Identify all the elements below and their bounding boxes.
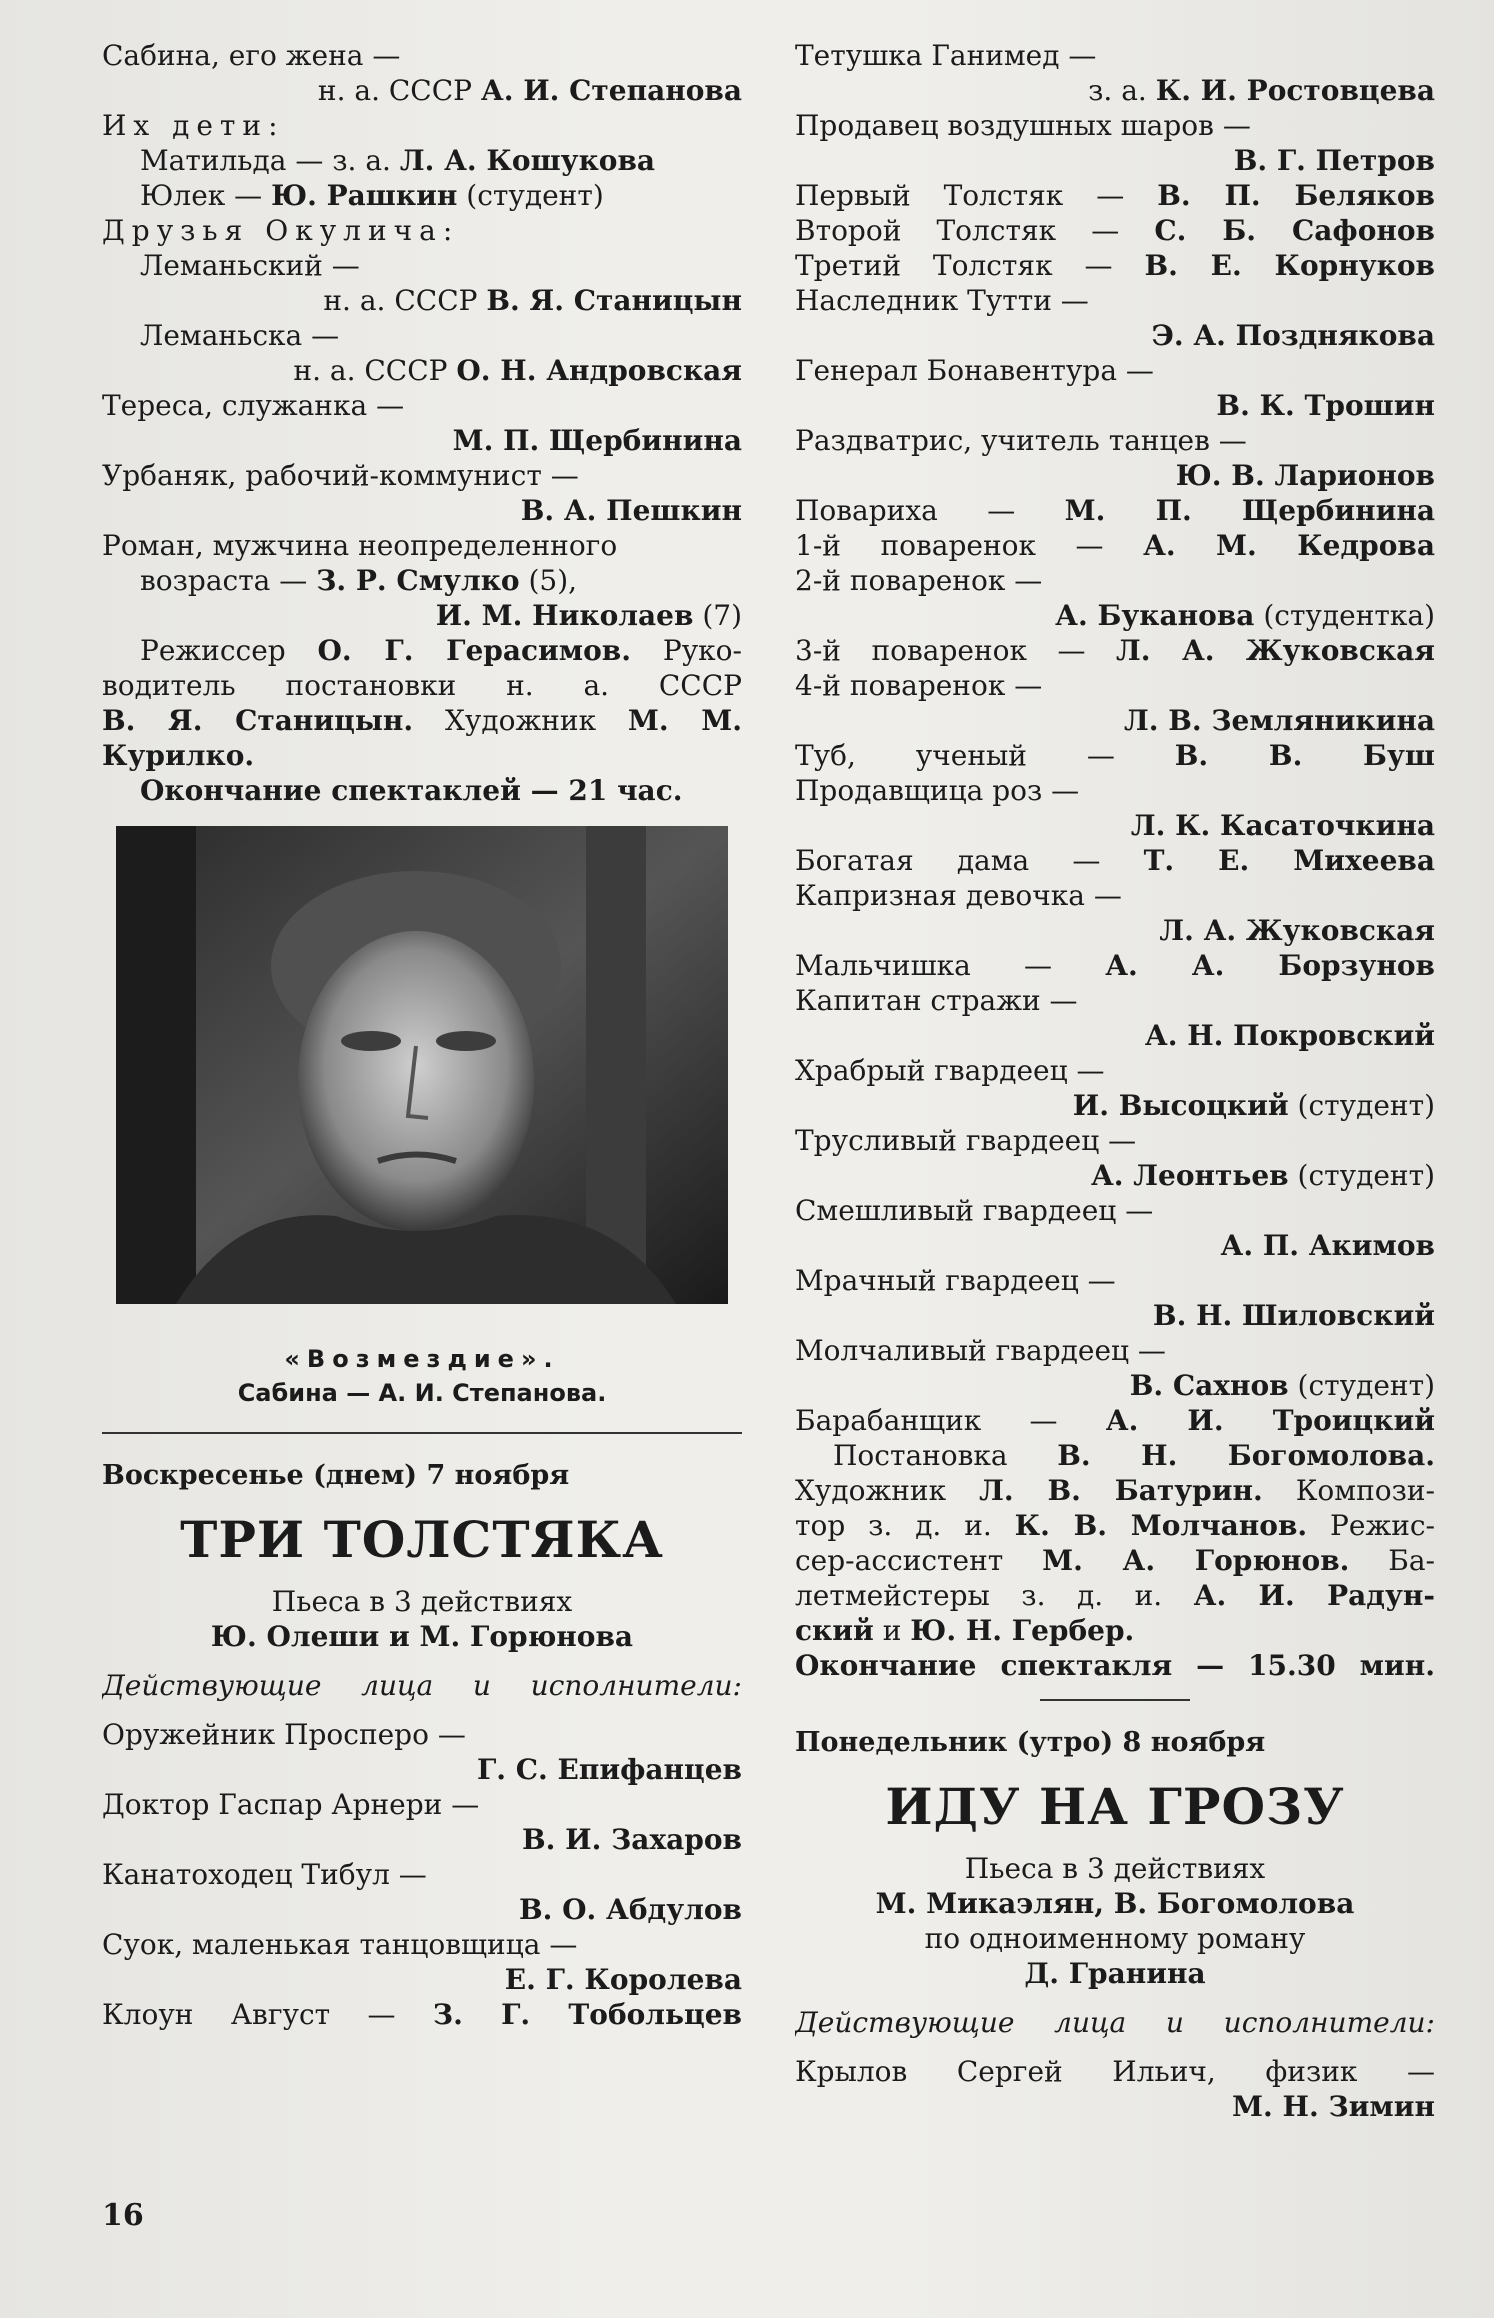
cast-line	[795, 528, 1435, 563]
role-text: летмейстеры з. д. и.	[795, 1579, 1194, 1612]
performer-name: О. Н. Андровская	[456, 354, 742, 387]
role-text: Первый Толстяк —	[795, 179, 1158, 212]
role-text: н. а. СССР	[293, 354, 457, 387]
caption-role: Сабина — А. И. Степанова.	[237, 1379, 607, 1407]
cast-line	[102, 248, 742, 283]
role-text: Барабанщик —	[795, 1404, 1106, 1437]
cast-line	[102, 38, 742, 73]
performer-name: И. Высоцкий	[1072, 1089, 1289, 1122]
role-text: (5),	[519, 564, 578, 597]
role-text: Сабина, его жена —	[102, 39, 401, 72]
role-text: тор з. д. и.	[795, 1509, 1015, 1542]
role-text: Храбрый гвардеец —	[795, 1054, 1105, 1087]
role-text: возраста —	[140, 564, 317, 597]
cast-line	[795, 1648, 1435, 1683]
performer-name: Е. Г. Королева	[504, 1963, 742, 1996]
left-column	[102, 38, 742, 2032]
role-text: Режис-	[1307, 1509, 1435, 1542]
actress-portrait-image	[116, 826, 728, 1304]
role-text: Их дети:	[102, 109, 285, 142]
performer-name: В. В. Буш	[1174, 739, 1435, 772]
cast-line	[795, 1368, 1435, 1403]
role-text: (студент)	[1288, 1159, 1435, 1192]
performer-name: Л. К. Касаточкина	[1130, 809, 1435, 842]
cast-line	[795, 248, 1435, 283]
cast-line	[795, 353, 1435, 388]
role-text: Художник	[795, 1474, 980, 1507]
performer-name: В. А. Пешкин	[520, 494, 742, 527]
show-date: Воскресенье (днем) 7 ноября	[102, 1460, 570, 1491]
performer-name: К. И. Ростовцева	[1155, 74, 1435, 107]
performer-name: А. А. Борзунов	[1105, 949, 1435, 982]
cast-line	[102, 1752, 742, 1787]
role-text: Второй Толстяк —	[795, 214, 1155, 247]
cast-line	[102, 318, 742, 353]
caption-play-title: «Возмездие».	[284, 1345, 560, 1373]
role-text: Продавщица роз —	[795, 774, 1080, 807]
section-divider-short	[1040, 1699, 1190, 1701]
cast-line	[102, 1787, 742, 1822]
cast-line	[795, 458, 1435, 493]
performer-name: Л. В. Батурин.	[979, 1474, 1263, 1507]
role-text: Капризная девочка —	[795, 879, 1122, 912]
cast-line	[102, 1962, 742, 1997]
performer-name: Г. С. Епифанцев	[476, 1753, 742, 1786]
tri-tolstyaka-cast-list-continued	[795, 38, 1435, 1683]
performer-name: М. П. Щербинина	[452, 424, 742, 457]
cast-line	[795, 1508, 1435, 1543]
performer-name: В. К. Трошин	[1216, 389, 1435, 422]
role-text: 1-й поваренок —	[795, 529, 1144, 562]
cast-line	[795, 668, 1435, 703]
play-authors	[795, 1886, 1435, 1921]
cast-line	[795, 283, 1435, 318]
tri-tolstyaka-cast-list	[102, 1717, 742, 2032]
performer-name: В. Г. Петров	[1233, 144, 1435, 177]
cast-line	[102, 528, 742, 563]
role-text: Крылов Сергей Ильич, физик —	[795, 2055, 1435, 2088]
role-text: Продавец воздушных шаров —	[795, 109, 1251, 142]
performer-name: А. М. Кедрова	[1143, 529, 1435, 562]
role-text: Повариха —	[795, 494, 1065, 527]
cast-line	[795, 493, 1435, 528]
role-text: 3-й поваренок —	[795, 634, 1117, 667]
cast-line	[795, 1263, 1435, 1298]
performer-name: Л. А. Жуковская	[1116, 634, 1435, 667]
role-text: Художник	[413, 704, 628, 737]
performer-name: Ю. Рашкин	[271, 179, 458, 212]
play-info: Пьеса в 3 действиях	[271, 1585, 573, 1618]
role-text: (студент)	[457, 179, 604, 212]
cast-line	[795, 1123, 1435, 1158]
cast-line	[795, 388, 1435, 423]
cast-line	[795, 1543, 1435, 1578]
cast-line	[102, 1822, 742, 1857]
cast-line	[795, 948, 1435, 983]
cast-line	[102, 598, 742, 633]
role-text: Матильда — з. а.	[140, 144, 400, 177]
cast-line	[795, 73, 1435, 108]
role-text: Наследник Тутти —	[795, 284, 1089, 317]
idu-na-grozu-cast-list	[795, 2054, 1435, 2124]
cast-line	[795, 633, 1435, 668]
cast-line	[795, 1613, 1435, 1648]
photo-caption	[102, 1342, 742, 1410]
cast-line	[102, 178, 742, 213]
cast-line	[795, 213, 1435, 248]
performer-name: В. Я. Станицын	[486, 284, 742, 317]
cast-line	[795, 1578, 1435, 1613]
role-text: Канатоходец Тибул —	[102, 1858, 427, 1891]
performer-name: Л. А. Кошукова	[399, 144, 656, 177]
cast-line	[102, 1927, 742, 1962]
performer-name: В. Сахнов	[1129, 1369, 1289, 1402]
cast-line	[795, 983, 1435, 1018]
performer-name: ский	[795, 1614, 874, 1647]
performer-name: А. И. Радун-	[1193, 1579, 1435, 1612]
right-column	[795, 38, 1435, 2124]
performer-name: А. П. Акимов	[1220, 1229, 1435, 1262]
cast-line	[102, 73, 742, 108]
role-text: н. а. СССР	[323, 284, 487, 317]
cast-line	[102, 108, 742, 143]
cast-line	[102, 213, 742, 248]
performer-name: З. Г. Тобольцев	[432, 1998, 742, 2031]
cast-line	[102, 1892, 742, 1927]
cast-line	[795, 2089, 1435, 2124]
cast-line	[102, 388, 742, 423]
show-title: ИДУ НА ГРОЗУ	[885, 1777, 1345, 1836]
performer-name: Л. В. Земляникина	[1123, 704, 1435, 737]
cast-line	[795, 318, 1435, 353]
authors-text: Ю. Олеши и М. Горюнова	[210, 1620, 634, 1653]
role-text: Мрачный гвардеец —	[795, 1264, 1116, 1297]
cast-heading: Действующие лица и исполнители:	[795, 2006, 1435, 2039]
performer-name: В. О. Абдулов	[519, 1893, 742, 1926]
performer-name: А. Буканова	[1055, 599, 1255, 632]
cast-line	[795, 1158, 1435, 1193]
role-text: Леманьска —	[140, 319, 340, 352]
role-text: Доктор Гаспар Арнери —	[102, 1788, 480, 1821]
cast-line	[795, 563, 1435, 598]
cast-line	[795, 1333, 1435, 1368]
performer-name: В. Н. Шиловский	[1152, 1299, 1435, 1332]
play-authors	[102, 1619, 742, 1654]
cast-line	[795, 878, 1435, 913]
cast-heading: Действующие лица и исполнители:	[102, 1669, 742, 1702]
role-text: з. а.	[1088, 74, 1156, 107]
role-text: Трусливый гвардеец —	[795, 1124, 1137, 1157]
cast-line	[795, 598, 1435, 633]
role-text: сер-ассистент	[795, 1544, 1043, 1577]
cast-line	[102, 563, 742, 598]
role-text: Тетушка Ганимед —	[795, 39, 1097, 72]
role-text: Ба-	[1349, 1544, 1435, 1577]
cast-line	[102, 423, 742, 458]
role-text: Богатая дама —	[795, 844, 1144, 877]
performer-name: А. Н. Покровский	[1144, 1019, 1435, 1052]
section-divider	[102, 1432, 742, 1434]
performer-name: О. Г. Герасимов.	[317, 634, 632, 667]
vozmezdie-cast-list	[102, 38, 742, 808]
performer-name: В. П. Беляков	[1157, 179, 1435, 212]
performer-name: М. А. Горюнов.	[1042, 1544, 1350, 1577]
cast-line	[795, 178, 1435, 213]
cast-line	[102, 1997, 742, 2032]
performer-name: А. Леонтьев	[1090, 1159, 1289, 1192]
performer-name: Л. А. Жуковская	[1159, 914, 1435, 947]
cast-line	[795, 423, 1435, 458]
cast-line	[795, 843, 1435, 878]
role-text: и	[873, 1614, 911, 1647]
novel-author	[795, 1956, 1435, 1991]
role-text: Друзья Окулича:	[102, 214, 460, 247]
role-text: Раздватрис, учитель танцев —	[795, 424, 1247, 457]
performer-name: В. Е. Корнуков	[1144, 249, 1435, 282]
performer-name: Окончание спектаклей — 21 час.	[140, 774, 683, 807]
role-text: Третий Толстяк —	[795, 249, 1145, 282]
cast-line	[795, 38, 1435, 73]
performer-name: Окончание спектакля — 15.30 мин.	[795, 1649, 1435, 1682]
role-text: Постановка	[833, 1439, 1058, 1472]
role-text: Мальчишка —	[795, 949, 1106, 982]
cast-line	[795, 913, 1435, 948]
role-text: Урбаняк, рабочий-коммунист —	[102, 459, 579, 492]
cast-line	[102, 493, 742, 528]
cast-line	[102, 738, 742, 773]
cast-line	[795, 703, 1435, 738]
performer-name: Ю. Н. Гербер.	[910, 1614, 1135, 1647]
cast-line	[795, 143, 1435, 178]
role-text: Леманьский —	[140, 249, 360, 282]
show-date: Понедельник (утро) 8 ноября	[795, 1727, 1266, 1758]
performer-name: К. В. Молчанов.	[1014, 1509, 1308, 1542]
cast-line	[102, 703, 742, 738]
role-text: Смешливый гвардеец —	[795, 1194, 1154, 1227]
role-text: Режиссер	[140, 634, 318, 667]
novel-author-text: Д. Гранина	[1024, 1957, 1206, 1990]
cast-line	[795, 1438, 1435, 1473]
performer-name: Э. А. Позднякова	[1151, 319, 1435, 352]
cast-line	[795, 773, 1435, 808]
scene-photo	[116, 826, 728, 1304]
show-title: ТРИ ТОЛСТЯКА	[180, 1510, 664, 1569]
role-text: (7)	[693, 599, 742, 632]
cast-line	[795, 1473, 1435, 1508]
role-text: Клоун Август —	[102, 1998, 433, 2031]
role-text: Оружейник Просперо —	[102, 1718, 466, 1751]
performer-name: И. М. Николаев	[435, 599, 694, 632]
performer-name: Т. Е. Михеева	[1143, 844, 1435, 877]
cast-line	[102, 633, 742, 668]
performer-name: В. И. Захаров	[522, 1823, 742, 1856]
cast-line	[795, 1298, 1435, 1333]
role-text: Суок, маленькая танцовщица —	[102, 1928, 578, 1961]
role-text: 4-й поваренок —	[795, 669, 1043, 702]
performer-name: А. И. Степанова	[480, 74, 742, 107]
cast-line	[102, 773, 742, 808]
cast-line	[795, 808, 1435, 843]
role-text: Тереса, служанка —	[102, 389, 405, 422]
performer-name: В. Н. Богомолова.	[1057, 1439, 1435, 1472]
based-on: по одноименному роману	[924, 1922, 1306, 1955]
role-text: Руко-	[631, 634, 742, 667]
cast-line	[795, 2054, 1435, 2089]
role-text: Молчаливый гвардеец —	[795, 1334, 1166, 1367]
role-text: Юлек —	[140, 179, 272, 212]
cast-line	[795, 738, 1435, 773]
cast-line	[795, 1228, 1435, 1263]
role-text: водитель постановки н. а. СССР	[102, 669, 742, 702]
cast-line	[102, 143, 742, 178]
role-text: Капитан стражи —	[795, 984, 1078, 1017]
cast-line	[795, 108, 1435, 143]
role-text: (студент)	[1288, 1089, 1435, 1122]
performer-name: А. И. Троицкий	[1105, 1404, 1435, 1437]
role-text: н. а. СССР	[317, 74, 481, 107]
role-text: Генерал Бонавентура —	[795, 354, 1154, 387]
play-info: Пьеса в 3 действиях	[964, 1852, 1266, 1885]
cast-line	[795, 1018, 1435, 1053]
cast-line	[102, 668, 742, 703]
page-number: 16	[102, 2198, 144, 2233]
cast-line	[102, 353, 742, 388]
role-text: Роман, мужчина неопределенного	[102, 529, 618, 562]
cast-line	[795, 1088, 1435, 1123]
cast-line	[795, 1193, 1435, 1228]
role-text: Компози-	[1262, 1474, 1435, 1507]
performer-name: Курилко.	[102, 739, 255, 772]
performer-name: Ю. В. Ларионов	[1175, 459, 1435, 492]
cast-line	[795, 1053, 1435, 1088]
performer-name: З. Р. Смулко	[316, 564, 520, 597]
role-text: 2-й поваренок —	[795, 564, 1043, 597]
performer-name: В. Я. Станицын.	[102, 704, 414, 737]
cast-line	[102, 458, 742, 493]
performer-name: М. М.	[627, 704, 742, 737]
cast-line	[102, 1857, 742, 1892]
authors-text: М. Микаэлян, В. Богомолова	[875, 1887, 1355, 1920]
performer-name: М. Н. Зимин	[1232, 2090, 1435, 2123]
cast-line	[102, 283, 742, 318]
performer-name: С. Б. Сафонов	[1154, 214, 1435, 247]
role-text: (студентка)	[1254, 599, 1435, 632]
role-text: (студент)	[1288, 1369, 1435, 1402]
role-text: Туб, ученый —	[795, 739, 1175, 772]
cast-line	[795, 1403, 1435, 1438]
cast-line	[102, 1717, 742, 1752]
performer-name: М. П. Щербинина	[1064, 494, 1435, 527]
